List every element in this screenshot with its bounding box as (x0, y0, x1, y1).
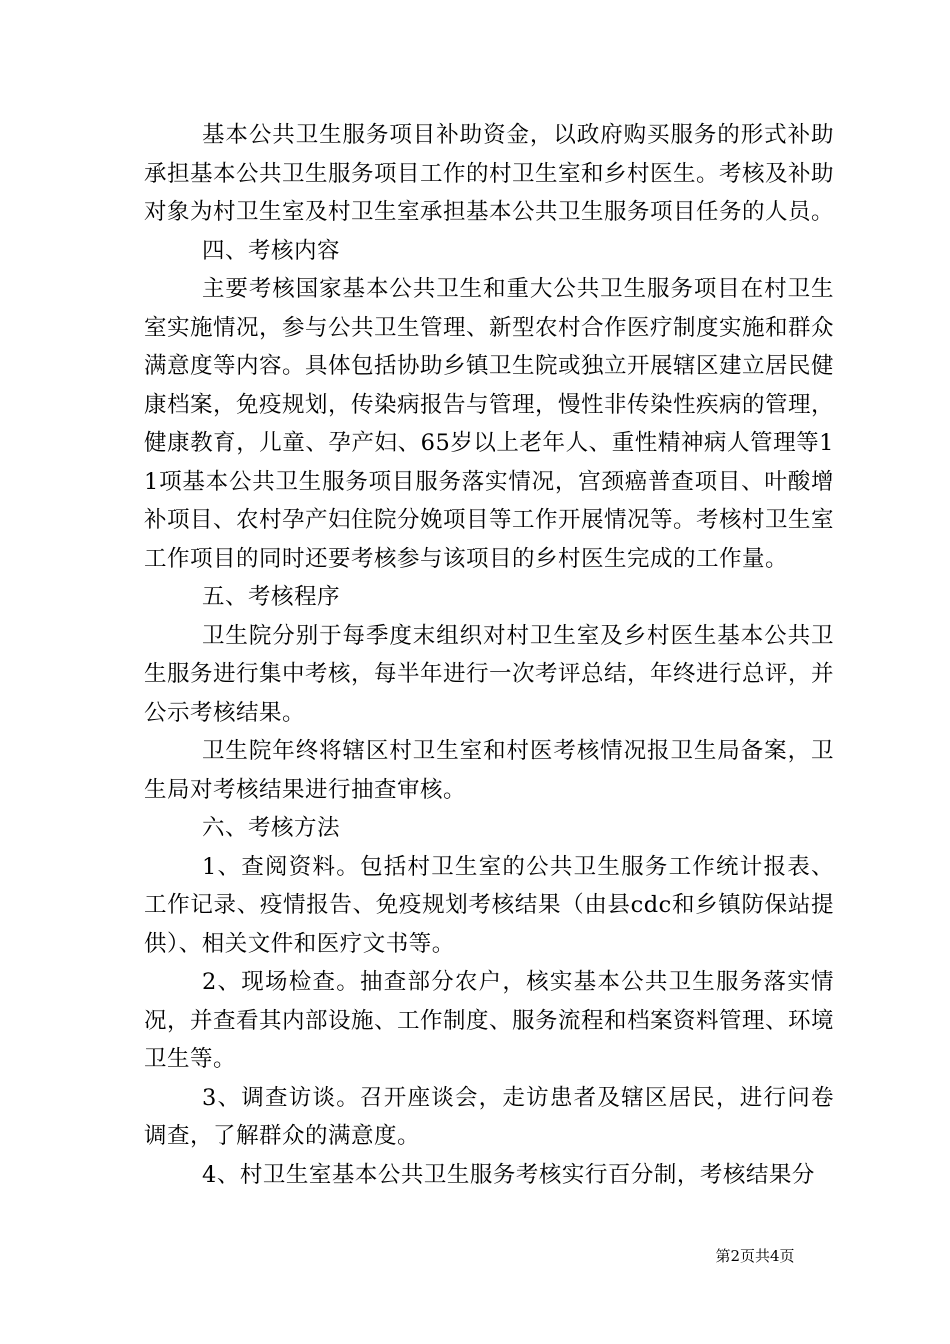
section-heading-content: 四、考核内容 (202, 237, 341, 264)
paragraph-assessment-content: 主要考核国家基本公共卫生和重大公共卫生服务项目在村卫生室实施情况，参与公共卫生管理、新型农村合作医疗制度实施和群众满意度等内容。具体包括协助乡镇卫生院或独立开展辖区建立居民健康档案，免疫规划，传染病报告与管理，慢性非传染性疾病的管理，健康教育，儿童、孕产妇、65岁以上老年人、重性精神病人管理等11项基本公共卫生服务项目服务落实情况，宫颈癌普查项目、叶酸增补项目、农村孕产妇住院分娩项目等工作开展情况等。考核村卫生室工作项目的同时还要考核参与该项目的乡村医生完成的工作量。 (144, 276, 835, 572)
paragraph-method-3: 3、调查访谈。召开座谈会，走访患者及辖区居民，进行问卷调查，了解群众的满意度。 (144, 1084, 834, 1149)
paragraph-procedure-quarterly: 卫生院分别于每季度末组织对村卫生室及乡村医生基本公共卫生服务进行集中考核，每半年进行一次考评总结，年终进行总评，并公示考核结果。 (144, 622, 835, 726)
paragraph-procedure-filing: 卫生院年终将辖区村卫生室和村医考核情况报卫生局备案，卫生局对考核结果进行抽查审核。 (144, 738, 834, 803)
paragraph-method-2: 2、现场检查。抽查部分农户，核实基本公共卫生服务落实情况，并查看其内部设施、工作制度、服务流程和档案资料管理、环境卫生等。 (144, 969, 835, 1072)
paragraph-method-4: 4、村卫生室基本公共卫生服务考核实行百分制，考核结果分 (202, 1161, 815, 1188)
section-heading-method: 六、考核方法 (202, 815, 341, 841)
section-heading-procedure: 五、考核程序 (202, 584, 341, 610)
paragraph-method-1: 1、查阅资料。包括村卫生室的公共卫生服务工作统计报表、工作记录、疫情报告、免疫规划考核结果（由县cdc和乡镇防保站提供）、相关文件和医疗文书等。 (144, 853, 834, 957)
document-body (144, 116, 834, 1194)
page-number-footer: 第2页共4页 (715, 1247, 795, 1265)
paragraph-subsidy-scope: 基本公共卫生服务项目补助资金，以政府购买服务的形式补助承担基本公共卫生服务项目工作的村卫生室和乡村医生。考核及补助对象为村卫生室及村卫生室承担基本公共卫生服务项目任务的人员。 (144, 122, 835, 225)
